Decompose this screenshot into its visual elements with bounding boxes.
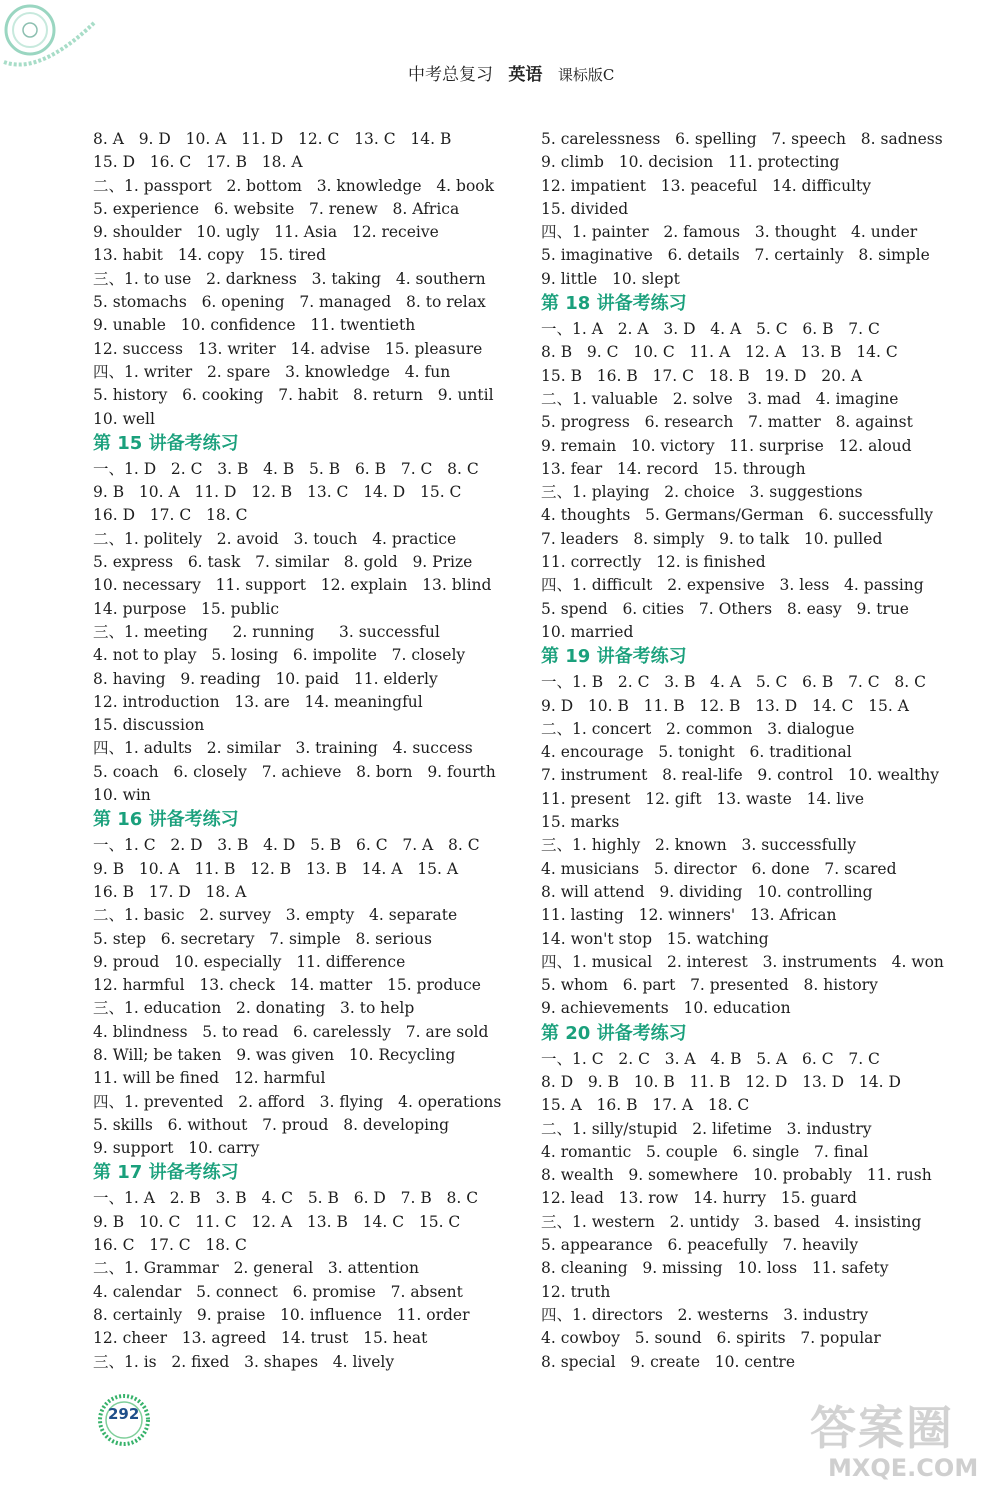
- answer-line: 5. whom 6. part 7. presented 8. history: [541, 976, 878, 995]
- answer-line: 5. spend 6. cities 7. Others 8. easy 9. true: [541, 599, 909, 618]
- answer-line: 一、1. A 2. B 3. B 4. C 5. B 6. D 7. B 8. C: [93, 1189, 479, 1208]
- answer-line: 10. married: [541, 622, 634, 641]
- answer-line: 5. skills 6. without 7. proud 8. developing: [93, 1115, 450, 1134]
- answer-line: 4. not to play 5. losing 6. impolite 7. closely: [93, 646, 466, 665]
- answer-line: 9. D 10. B 11. B 12. B 13. D 14. C 15. A: [541, 696, 909, 715]
- answer-line: 16. B 17. D 18. A: [93, 882, 247, 901]
- answer-line: 16. C 17. C 18. C: [93, 1236, 247, 1255]
- answer-line: 8. certainly 9. praise 10. influence 11. order: [93, 1305, 470, 1324]
- answer-line: 5. step 6. secretary 7. simple 8. serious: [93, 929, 432, 948]
- answer-line: 8. B 9. C 10. C 11. A 12. A 13. B 14. C: [541, 343, 898, 362]
- answer-line: 9. achievements 10. education: [541, 999, 791, 1018]
- section-heading: 第 20 讲备考练习: [541, 1022, 687, 1044]
- section-heading: 第 17 讲备考练习: [93, 1162, 239, 1184]
- subject-label: 英语: [508, 65, 543, 85]
- answer-line: 9. remain 10. victory 11. surprise 12. aloud: [541, 436, 912, 455]
- answer-line: 15. discussion: [93, 716, 205, 735]
- answer-line: 9. B 10. A 11. D 12. B 13. C 14. D 15. C: [93, 483, 462, 502]
- answer-line: 10. win: [93, 786, 151, 805]
- watermark-logo-icon: [810, 1400, 980, 1456]
- answer-line: 9. climb 10. decision 11. protecting: [541, 153, 840, 172]
- answer-line: 8. wealth 9. somewhere 10. probably 11. rush: [541, 1166, 932, 1185]
- section-heading: 第 15 讲备考练习: [93, 432, 239, 454]
- answer-line: 4. musicians 5. director 6. done 7. scared: [541, 859, 897, 878]
- answer-line: 9. proud 10. especially 11. difference: [93, 952, 406, 971]
- answer-line: 9. little 10. slept: [541, 269, 680, 288]
- answer-line: 四、1. prevented 2. afford 3. flying 4. operations: [93, 1092, 502, 1111]
- answer-column-left: [93, 128, 503, 1374]
- section-heading: 第 19 讲备考练习: [541, 646, 687, 668]
- answer-line: 四、1. adults 2. similar 3. training 4. success: [93, 739, 473, 758]
- corner-decoration: [0, 0, 110, 80]
- answer-line: 12. cheer 13. agreed 14. trust 15. heat: [93, 1329, 428, 1348]
- answer-line: 四、1. musical 2. interest 3. instruments 4. won: [541, 952, 944, 971]
- answer-line: 4. romantic 5. couple 6. single 7. final: [541, 1142, 869, 1161]
- answer-line: 一、1. C 2. D 3. B 4. D 5. B 6. C 7. A 8. C: [93, 836, 480, 855]
- answer-line: 12. lead 13. row 14. hurry 15. guard: [541, 1189, 857, 1208]
- edition-label: 课标版C: [557, 66, 615, 84]
- answer-line: 8. cleaning 9. missing 10. loss 11. safety: [541, 1259, 889, 1278]
- answer-line: 12. harmful 13. check 14. matter 15. produce: [93, 976, 481, 995]
- answer-line: 三、1. playing 2. choice 3. suggestions: [541, 483, 863, 502]
- answer-line: 8. special 9. create 10. centre: [541, 1352, 796, 1371]
- answer-line: 8. Will; be taken 9. was given 10. Recycling: [93, 1045, 456, 1064]
- answer-line: 一、1. B 2. C 3. B 4. A 5. C 6. B 7. C 8. C: [541, 673, 926, 692]
- answer-line: 一、1. A 2. A 3. D 4. A 5. C 6. B 7. C: [541, 320, 880, 339]
- answer-line: 5. imaginative 6. details 7. certainly 8. simple: [541, 246, 930, 265]
- answer-line: 二、1. basic 2. survey 3. empty 4. separate: [93, 906, 458, 925]
- answer-line: 三、1. is 2. fixed 3. shapes 4. lively: [93, 1352, 395, 1371]
- answer-line: 15. A 16. B 17. A 18. C: [541, 1096, 750, 1115]
- answer-line: 15. marks: [541, 813, 620, 832]
- answer-line: 三、1. western 2. untidy 3. based 4. insisting: [541, 1212, 922, 1231]
- section-heading: 第 16 讲备考练习: [93, 809, 239, 831]
- answer-line: 三、1. education 2. donating 3. to help: [93, 999, 415, 1018]
- answer-line: 三、1. highly 2. known 3. successfully: [541, 836, 856, 855]
- page-header: [408, 60, 700, 85]
- watermark-url: MXQE.COM: [828, 1454, 979, 1482]
- answer-line: 15. D 16. C 17. B 18. A: [93, 153, 303, 172]
- answer-line: 二、1. silly/stupid 2. lifetime 3. industry: [541, 1119, 872, 1138]
- answer-line: 二、1. concert 2. common 3. dialogue: [541, 719, 855, 738]
- answer-line: 二、1. politely 2. avoid 3. touch 4. practice: [93, 529, 457, 548]
- answer-line: 5. express 6. task 7. similar 8. gold 9. Prize: [93, 553, 473, 572]
- answer-line: 二、1. valuable 2. solve 3. mad 4. imagine: [541, 389, 899, 408]
- answer-line: 二、1. Grammar 2. general 3. attention: [93, 1259, 419, 1278]
- answer-line: 4. calendar 5. connect 6. promise 7. absent: [93, 1282, 463, 1301]
- answer-line: 一、1. D 2. C 3. B 4. B 5. B 6. B 7. C 8. C: [93, 459, 479, 478]
- answer-line: 14. won't stop 15. watching: [541, 929, 769, 948]
- answer-line: 11. correctly 12. is finished: [541, 553, 766, 572]
- answer-line: 8. will attend 9. dividing 10. controlling: [541, 882, 873, 901]
- answer-line: 12. success 13. writer 14. advise 15. pleasure: [93, 339, 483, 358]
- answer-line: 5. coach 6. closely 7. achieve 8. born 9. fourth: [93, 762, 496, 781]
- answer-line: 8. A 9. D 10. A 11. D 12. C 13. C 14. B: [93, 130, 452, 148]
- answer-line: 四、1. painter 2. famous 3. thought 4. under: [541, 223, 918, 242]
- answer-line: 一、1. C 2. C 3. A 4. B 5. A 6. C 7. C: [541, 1049, 880, 1068]
- answer-line: 7. leaders 8. simply 9. to talk 10. pulled: [541, 529, 883, 548]
- answer-line: 5. stomachs 6. opening 7. managed 8. to relax: [93, 293, 486, 312]
- answer-line: 9. support 10. carry: [93, 1139, 260, 1158]
- answer-line: 15. B 16. B 17. C 18. B 19. D 20. A: [541, 366, 863, 385]
- answer-line: 16. D 17. C 18. C: [93, 506, 248, 525]
- answer-line: 9. shoulder 10. ugly 11. Asia 12. receive: [93, 223, 439, 242]
- answer-line: 5. progress 6. research 7. matter 8. against: [541, 413, 913, 432]
- answer-line: 8. having 9. reading 10. paid 11. elderly: [93, 669, 438, 688]
- answer-line: 5. appearance 6. peacefully 7. heavily: [541, 1236, 859, 1255]
- page-number: 292: [108, 1405, 140, 1423]
- answer-line: 9. B 10. A 11. B 12. B 13. B 14. A 15. A: [93, 859, 459, 878]
- answer-line: 14. purpose 15. public: [93, 599, 280, 618]
- answer-line: 5. carelessness 6. spelling 7. speech 8. sadness: [541, 130, 943, 148]
- answer-line: 13. fear 14. record 15. through: [541, 459, 806, 478]
- answer-line: 12. introduction 13. are 14. meaningful: [93, 692, 423, 711]
- answer-line: 四、1. difficult 2. expensive 3. less 4. passing: [541, 576, 924, 595]
- answer-line: 5. history 6. cooking 7. habit 8. return 9. until: [93, 386, 494, 405]
- answer-line: 12. truth: [541, 1282, 611, 1301]
- answer-line: 三、1. meeting 2. running 3. successful: [93, 622, 440, 641]
- answer-line: 4. encourage 5. tonight 6. traditional: [541, 743, 852, 762]
- answer-line: 4. cowboy 5. sound 6. spirits 7. popular: [541, 1329, 881, 1348]
- answer-line: 9. B 10. C 11. C 12. A 13. B 14. C 15. C: [93, 1212, 461, 1231]
- answer-line: 8. D 9. B 10. B 11. B 12. D 13. D 14. D: [541, 1072, 901, 1091]
- answer-column-right: [541, 128, 951, 1374]
- answer-line: 11. will be fined 12. harmful: [93, 1069, 326, 1088]
- answer-line: 11. lasting 12. winners' 13. African: [541, 906, 837, 925]
- answer-line: 7. instrument 8. real-life 9. control 10. wealthy: [541, 766, 940, 785]
- svg-text:答案圈: 答案圈: [810, 1401, 954, 1455]
- book-title: 中考总复习: [408, 65, 493, 85]
- answer-line: 5. experience 6. website 7. renew 8. Africa: [93, 199, 460, 218]
- answer-line: 15. divided: [541, 199, 629, 218]
- answer-line: 10. well: [93, 409, 155, 428]
- answer-line: 四、1. directors 2. westerns 3. industry: [541, 1305, 869, 1324]
- answer-line: 12. impatient 13. peaceful 14. difficulty: [541, 176, 872, 195]
- answer-line: 4. thoughts 5. Germans/German 6. successfully: [541, 506, 934, 525]
- answer-line: 三、1. to use 2. darkness 3. taking 4. southern: [93, 269, 486, 288]
- answer-line: 四、1. writer 2. spare 3. knowledge 4. fun: [93, 362, 451, 381]
- answer-line: 4. blindness 5. to read 6. carelessly 7. are sold: [93, 1022, 489, 1041]
- answer-line: 10. necessary 11. support 12. explain 13. blind: [93, 576, 492, 595]
- answer-line: 13. habit 14. copy 15. tired: [93, 246, 327, 265]
- section-heading: 第 18 讲备考练习: [541, 293, 687, 315]
- answer-line: 9. unable 10. confidence 11. twentieth: [93, 316, 416, 335]
- answer-line: 二、1. passport 2. bottom 3. knowledge 4. book: [93, 176, 495, 195]
- answer-line: 11. present 12. gift 13. waste 14. live: [541, 789, 865, 808]
